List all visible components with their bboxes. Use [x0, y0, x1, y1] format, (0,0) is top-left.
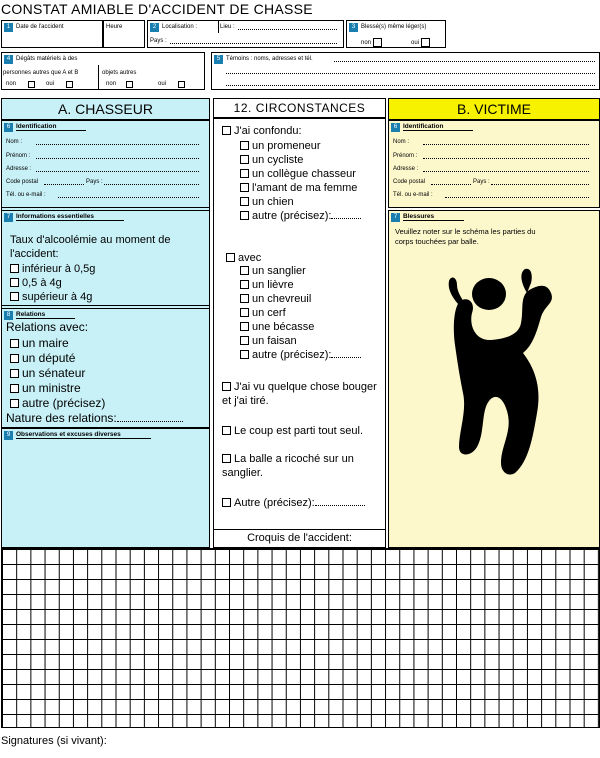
avec-label[interactable]: avec [226, 251, 261, 265]
temoins-box[interactable]: 5 Témoins : noms, adresses et tél. [211, 52, 600, 90]
victime-blessures[interactable]: 7 Blessures Veuillez noter sur le schéma les parties du corps touchées par balle. [388, 210, 600, 548]
blesses-box[interactable]: 3 Blessé(s) même léger(s) non oui [346, 20, 446, 48]
checkbox-icon[interactable] [373, 38, 382, 47]
checkbox-icon[interactable] [10, 339, 19, 348]
relations-title: Relations [16, 311, 75, 319]
taux-option[interactable]: supérieur à 4g [10, 290, 92, 304]
checkbox-icon[interactable] [240, 308, 249, 317]
circonstances-panel [213, 118, 386, 548]
ricoche-option[interactable]: La balle a ricoché sur un sanglier. [222, 453, 354, 479]
checkbox-icon[interactable] [10, 264, 19, 273]
blesses-label: Blessé(s) même léger(s) [361, 24, 427, 30]
avec-item[interactable]: un faisan [240, 334, 297, 348]
degats-objets-non[interactable]: non [106, 81, 117, 87]
blessures-title: Blessures [403, 213, 464, 221]
confondu-option[interactable]: J'ai confondu: [222, 124, 302, 138]
confondu-item[interactable]: autre (précisez): [240, 209, 361, 223]
checkbox-icon[interactable] [222, 126, 231, 135]
relation-option[interactable]: autre (précisez) [10, 396, 105, 410]
chasseur-observations[interactable]: 9 Observations et excuses diverses [1, 428, 210, 548]
checkbox-icon[interactable] [240, 322, 249, 331]
confondu-item[interactable]: un collègue chasseur [240, 167, 356, 181]
avec-item[interactable]: une bécasse [240, 320, 314, 334]
checkbox-icon[interactable] [240, 266, 249, 275]
relation-option[interactable]: un sénateur [10, 366, 85, 380]
lieu-label: Lieu : [220, 24, 235, 30]
localisation-label: Localisation : [162, 24, 198, 30]
croquis-grid[interactable] [1, 548, 600, 728]
checkbox-icon[interactable] [222, 454, 231, 463]
chasseur-relations[interactable]: 8 Relations Relations avec: un maire un député un sénateur un ministre autre (précisez) Nature des relations: [1, 308, 210, 428]
checkbox-icon[interactable] [10, 292, 19, 301]
localisation-box[interactable]: 2 Localisation : Lieu : Pays : [147, 20, 344, 48]
identification-title: Identification [403, 123, 473, 131]
avec-item[interactable]: autre (précisez): [240, 348, 361, 362]
checkbox-icon[interactable] [240, 294, 249, 303]
temoins-label: Témoins : noms, adresses et tél. [226, 56, 313, 62]
degats-personnes-non[interactable]: non [6, 81, 17, 87]
date-label: Date de l'accident [16, 24, 64, 30]
page-title: CONSTAT AMIABLE D'ACCIDENT DE CHASSE [1, 1, 313, 17]
bouger-option[interactable]: J'ai vu quelque chose bouger et j'ai tiré. [222, 381, 377, 407]
autre-option[interactable]: Autre (précisez): [222, 496, 365, 510]
degats-box[interactable]: 4 Dégâts matériels à des personnes autres que A et B objets autres non oui non oui [1, 52, 205, 90]
taux-option[interactable]: inférieur à 0,5g [10, 262, 95, 276]
checkbox-icon[interactable] [66, 81, 73, 88]
relation-option[interactable]: un ministre [10, 381, 81, 395]
taux-option[interactable]: 0,5 à 4g [10, 276, 62, 290]
checkbox-icon[interactable] [10, 278, 19, 287]
degats-objets-oui[interactable]: oui [158, 81, 167, 87]
checkbox-icon[interactable] [10, 384, 19, 393]
degats-personnes-oui[interactable]: oui [46, 81, 55, 87]
blessures-text: Veuillez noter sur le schéma les parties du corps touchées par balle. [395, 227, 536, 246]
confondu-item[interactable]: l'amant de ma femme [240, 181, 357, 195]
checkbox-icon[interactable] [10, 369, 19, 378]
checkbox-icon[interactable] [240, 183, 249, 192]
relations-label: Relations avec: [6, 320, 89, 334]
croquis-label: Croquis de l'accident: [247, 532, 352, 544]
heure-label: Heure [106, 24, 123, 30]
heure-box[interactable] [103, 20, 145, 48]
signatures-label: Signatures (si vivant): [1, 735, 107, 747]
avec-item[interactable]: un lièvre [240, 278, 294, 292]
checkbox-icon[interactable] [240, 280, 249, 289]
checkbox-icon[interactable] [240, 169, 249, 178]
checkbox-icon[interactable] [178, 81, 185, 88]
checkbox-icon[interactable] [10, 399, 19, 408]
checkbox-icon[interactable] [240, 141, 249, 150]
avec-item[interactable]: un sanglier [240, 264, 306, 278]
checkbox-icon[interactable] [240, 155, 249, 164]
chasseur-identification[interactable]: 6 Identification Nom : Prénom : Adresse : Code postal Pays : Tél. ou e-mail : [1, 120, 210, 208]
checkbox-icon[interactable] [240, 211, 249, 220]
checkbox-icon[interactable] [222, 498, 231, 507]
degats-label: Dégâts matériels à des [16, 56, 78, 62]
checkbox-icon[interactable] [226, 253, 235, 262]
observations-title: Observations et excuses diverses [16, 431, 151, 439]
checkbox-icon[interactable] [240, 336, 249, 345]
relation-option[interactable]: un maire [10, 336, 69, 350]
chasseur-infos[interactable]: 7 Informations essentielles Taux d'alcoolémie au moment de l'accident: inférieur à 0,5g 0,5 à 4g supérieur à 4g [1, 210, 210, 306]
pays-label: Pays : [150, 38, 167, 44]
checkbox-icon[interactable] [126, 81, 133, 88]
chasseur-header: A. CHASSEUR [1, 98, 210, 120]
checkbox-icon[interactable] [222, 426, 231, 435]
avec-item[interactable]: un chevreuil [240, 292, 311, 306]
blesses-non[interactable]: non [361, 38, 384, 47]
taux-label: Taux d'alcoolémie au moment de l'accident: [10, 234, 171, 260]
body-silhouette-icon[interactable] [429, 261, 569, 476]
personnes-label: personnes autres que A et B [3, 70, 79, 76]
infos-title: Informations essentielles [16, 213, 124, 221]
checkbox-icon[interactable] [28, 81, 35, 88]
checkbox-icon[interactable] [240, 197, 249, 206]
confondu-item[interactable]: un chien [240, 195, 294, 209]
relation-option[interactable]: un député [10, 351, 75, 365]
coup-option[interactable]: Le coup est parti tout seul. [222, 424, 363, 438]
objets-label: objets autres [102, 70, 137, 76]
victime-identification[interactable]: 6 Identification Nom : Prénom : Adresse : Code postal Pays : Tél. ou e-mail : [388, 120, 600, 208]
avec-item[interactable]: un cerf [240, 306, 286, 320]
confondu-item[interactable]: un cycliste [240, 153, 303, 167]
checkbox-icon[interactable] [240, 350, 249, 359]
checkbox-icon[interactable] [421, 38, 430, 47]
circonstances-header: 12. CIRCONSTANCES [213, 98, 386, 118]
checkbox-icon[interactable] [10, 354, 19, 363]
checkbox-icon[interactable] [222, 382, 231, 391]
nature-relations[interactable]: Nature des relations: [6, 411, 183, 425]
victime-header: B. VICTIME [388, 98, 600, 120]
identification-title: Identification [16, 123, 86, 131]
confondu-item[interactable]: un promeneur [240, 139, 321, 153]
date-box[interactable]: 1 Date de l'accident [1, 20, 103, 48]
blesses-oui[interactable]: oui [411, 38, 432, 47]
